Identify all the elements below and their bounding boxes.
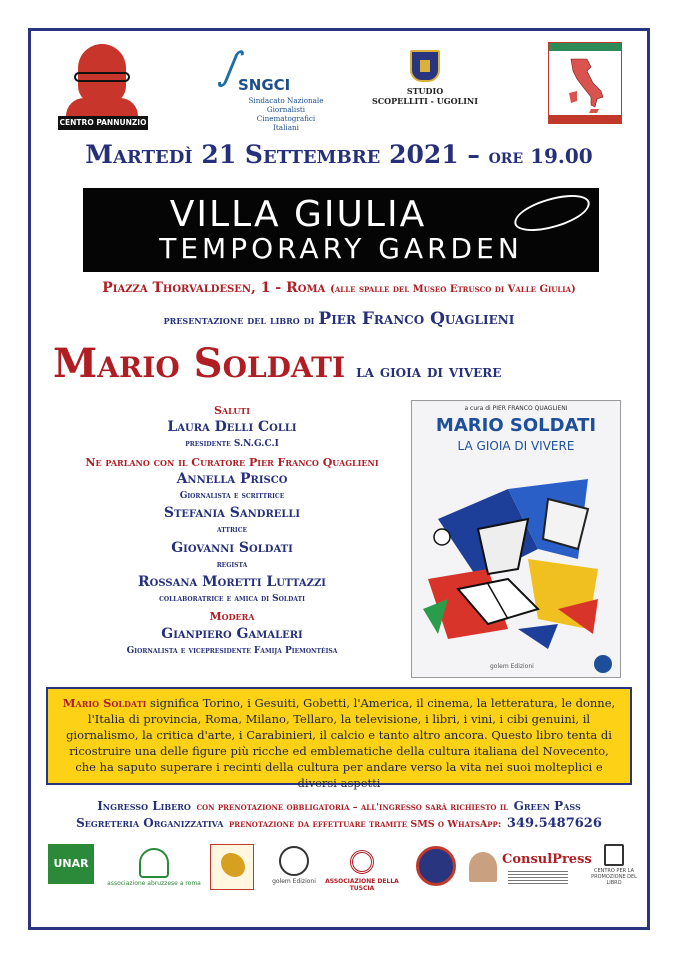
tuscia-icon	[350, 850, 374, 874]
program-list	[74, 402, 390, 660]
footer-logos	[40, 838, 640, 900]
colosseum-building-icon	[469, 852, 497, 882]
unar-label: UNAR	[48, 844, 94, 884]
feather-icon	[511, 190, 594, 236]
venue-line1: VILLA GIULIA	[169, 194, 427, 235]
date-text: Martedì 21 Settembre 2021	[85, 140, 459, 169]
venue-banner	[83, 188, 599, 272]
sngci-subtitle: Sindacato Nazionale Giornalisti Cinematografici Italiani	[248, 96, 324, 132]
lion-logo	[208, 844, 256, 890]
centro-pannunzio-label: CENTRO PANNUNZIO	[58, 116, 148, 130]
promozione-libro-logo	[588, 844, 640, 886]
description-highlight: Mario Soldati	[62, 696, 147, 710]
sngci-name: SNGCI	[238, 76, 291, 94]
abruzzese-label: associazione abruzzese a roma	[107, 880, 201, 887]
event-time: ore 19.00	[488, 144, 593, 168]
tuscia-logo	[320, 844, 404, 892]
entry-note: con prenotazione obbligatoria – all'ingresso sarà richiesto il	[196, 802, 509, 813]
book-cover-subtitle: LA GIOIA DI VIVERE	[457, 439, 575, 453]
lion-icon	[221, 853, 245, 877]
book-title-sub: la gioia di vivere	[356, 362, 502, 382]
date-dash: –	[467, 140, 480, 169]
colosseum-icon	[139, 848, 169, 878]
studio-line2: SCOPELLITI - UGOLINI	[371, 96, 478, 106]
book-title	[53, 340, 653, 387]
golem-icon	[279, 846, 309, 876]
program-line: Laura Delli Colli	[167, 419, 297, 436]
italy-map-logo	[548, 42, 622, 124]
italy-map-icon	[565, 57, 605, 113]
promozione-label: CENTRO PER LA PROMOZIONE DEL LIBRO	[591, 868, 637, 886]
book-title-main: Mario Soldati	[53, 340, 346, 387]
entry-label: Ingresso Libero	[97, 799, 191, 813]
program-line: Rossana Moretti Luttazzi	[138, 574, 326, 591]
program-line: attrice	[216, 525, 248, 536]
green-pass-label: Green Pass	[513, 799, 581, 813]
book-cover-publisher: golem Edizioni	[490, 663, 534, 670]
seal-icon	[416, 846, 456, 886]
program-line: Giovanni Soldati	[171, 539, 293, 556]
presentation-prefix: presentazione del libro di	[163, 313, 315, 327]
phone-number: 349.5487626	[506, 816, 602, 831]
centro-pannunzio-logo	[56, 42, 146, 132]
address-note: (alle spalle del Museo Etrusco di Valle Giulia)	[330, 284, 576, 295]
colosseum-logo	[468, 844, 498, 890]
presentation-author: Pier Franco Quaglieni	[318, 309, 515, 329]
venue-line2: TEMPORARY GARDEN	[159, 232, 523, 265]
program-line: Modera	[209, 610, 255, 624]
venue-address	[0, 280, 678, 296]
book-icon	[604, 844, 624, 866]
program-line: presidente S.N.G.C.I	[185, 439, 279, 450]
program-line: Ne parlano con il Curatore Pier Franco Quaglieni	[85, 455, 379, 469]
secretariat-info	[0, 812, 678, 831]
film-strip-icon: ∫	[213, 44, 250, 88]
presentation-line	[0, 309, 678, 329]
unar-logo	[48, 844, 94, 884]
crest-icon	[410, 50, 440, 82]
studio-logo	[370, 50, 480, 106]
consulpress-label: ConsulPress	[502, 852, 592, 867]
consulpress-logo	[502, 844, 592, 885]
program-line: Stefania Sandrelli	[163, 505, 301, 522]
secretariat-note: prenotazione da effettuare tramite SMS o WhatsApp:	[228, 819, 502, 830]
event-date	[0, 140, 678, 169]
program-line: Saluti	[213, 404, 250, 417]
program-line: Giornalista e vicepresidente Famija Piemontèisa	[126, 645, 338, 656]
abruzzese-logo	[106, 844, 202, 887]
golem-label: golem Edizioni	[272, 878, 316, 885]
book-cover	[411, 400, 621, 678]
golem-logo	[264, 844, 324, 885]
studio-line1: STUDIO	[406, 86, 444, 96]
description-text: significa Torino, i Gesuiti, Gobetti, l'America, il cinema, la letteratura, le donne, l'Italia di provincia, Roma, Milano, Tellaro, la televisione, i libri, i vini, i cibi genuini, il giornalismo, la critica d'arte, i Carabinieri, il calcio e tanto altro ancora. Questo libro tenta di ricostruire una delle figure più ricche ed emblematiche della cultura italiana del Novecento, che ha saputo superare i recinti della cultura per andare verso la vita nei suoi molteplici e diversi aspetti	[66, 696, 616, 790]
book-cover-curator: a cura di PIER FRANCO QUAGLIENI	[464, 405, 568, 412]
tuscia-label: ASSOCIAZIONE DELLA TUSCIA	[325, 878, 399, 892]
sngci-logo	[212, 42, 322, 134]
address-text: Piazza Thorvaldesen, 1 - Roma	[102, 280, 326, 296]
publisher-mark-icon	[594, 655, 612, 673]
program-line: regista	[216, 559, 248, 570]
header-logos	[40, 40, 640, 140]
secretariat-label: Segreteria Organizzativa	[76, 816, 224, 830]
description-box	[46, 687, 632, 790]
program-line: collaboratrice e amica di Soldati	[159, 594, 305, 605]
program-line: Giornalista e scrittrice	[179, 491, 285, 502]
seal-logo	[414, 844, 458, 888]
program-line: Annella Prisco	[176, 470, 288, 487]
program-line: Gianpiero Gamaleri	[161, 625, 303, 642]
book-cover-title: MARIO SOLDATI	[435, 415, 597, 436]
book-cover-artwork	[418, 459, 616, 649]
